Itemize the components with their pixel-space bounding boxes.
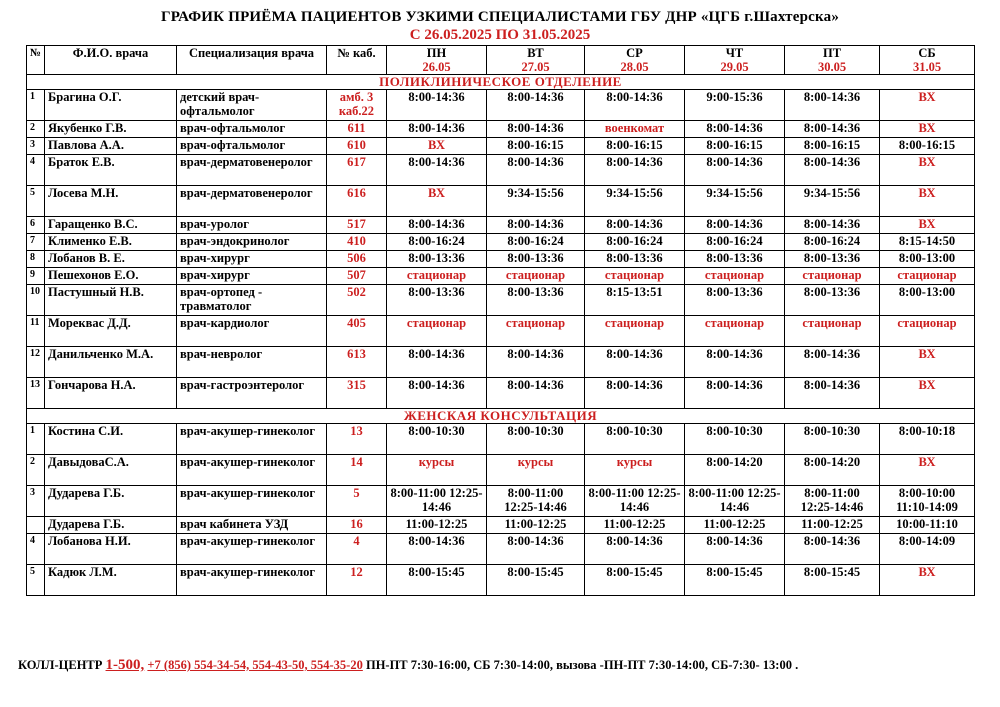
schedule-cell-sat: ВХ (880, 347, 975, 378)
doctor-name: Гаращенко В.С. (45, 217, 177, 234)
doctor-name: Лобанов В. Е. (45, 251, 177, 268)
row-number: 4 (27, 534, 45, 565)
schedule-cell-fri: 8:00-11:00 12:25-14:46 (785, 486, 880, 517)
schedule-cell-fri: 8:00-16:24 (785, 234, 880, 251)
schedule-body (27, 75, 975, 596)
doctor-name: Пастушный Н.В. (45, 285, 177, 316)
day-date: 26.05 (422, 60, 451, 74)
schedule-cell-sat: 8:15-14:50 (880, 234, 975, 251)
row-number: 6 (27, 217, 45, 234)
doctor-specialization: врач-дерматовенеролог (177, 155, 327, 186)
schedule-cell-mon: 8:00-14:36 (387, 347, 487, 378)
doctor-specialization: врач-хирург (177, 268, 327, 285)
row-number: 7 (27, 234, 45, 251)
row-number: 1 (27, 424, 45, 455)
doctor-specialization: врач-гастроэнтеролог (177, 378, 327, 409)
schedule-cell-fri: 11:00-12:25 (785, 517, 880, 534)
table-row (27, 138, 975, 155)
schedule-cell-tue: 8:00-14:36 (487, 217, 585, 234)
schedule-cell-sat: ВХ (880, 217, 975, 234)
cabinet-number: 506 (327, 251, 387, 268)
table-row (27, 121, 975, 138)
cabinet-number: 14 (327, 455, 387, 486)
table-row (27, 486, 975, 517)
schedule-cell-sat: 8:00-13:00 (880, 285, 975, 316)
header-day-mon (387, 46, 487, 75)
row-number: 4 (27, 155, 45, 186)
schedule-cell-thu: стационар (685, 268, 785, 285)
schedule-cell-fri: стационар (785, 268, 880, 285)
day-date: 27.05 (521, 60, 550, 74)
row-number: 11 (27, 316, 45, 347)
schedule-cell-thu: 8:00-10:30 (685, 424, 785, 455)
schedule-cell-sat: ВХ (880, 565, 975, 596)
header-day-sat (880, 46, 975, 75)
schedule-cell-fri: 8:00-14:36 (785, 90, 880, 121)
cabinet-number: 5 (327, 486, 387, 517)
doctor-specialization: детский врач-офтальмолог (177, 90, 327, 121)
doctor-name: ДавыдоваС.А. (45, 455, 177, 486)
header-day-fri (785, 46, 880, 75)
schedule-cell-wed: 8:15-13:51 (585, 285, 685, 316)
table-row (27, 347, 975, 378)
schedule-cell-thu: 8:00-13:36 (685, 285, 785, 316)
schedule-cell-wed: стационар (585, 316, 685, 347)
schedule-cell-wed: 8:00-14:36 (585, 378, 685, 409)
cabinet-number: 517 (327, 217, 387, 234)
schedule-cell-tue: 9:34-15:56 (487, 186, 585, 217)
schedule-cell-thu: 8:00-11:00 12:25-14:46 (685, 486, 785, 517)
schedule-cell-tue: 8:00-16:24 (487, 234, 585, 251)
schedule-cell-fri: 8:00-10:30 (785, 424, 880, 455)
schedule-cell-thu: 8:00-16:15 (685, 138, 785, 155)
schedule-cell-sat: 8:00-14:09 (880, 534, 975, 565)
schedule-cell-thu: 8:00-14:36 (685, 217, 785, 234)
doctor-name: Брагина О.Г. (45, 90, 177, 121)
cabinet-number: 611 (327, 121, 387, 138)
day-date: 31.05 (912, 60, 942, 74)
schedule-cell-sat: 8:00-10:18 (880, 424, 975, 455)
schedule-cell-thu: 8:00-14:36 (685, 347, 785, 378)
doctor-name: Костина С.И. (45, 424, 177, 455)
schedule-cell-tue: 8:00-14:36 (487, 534, 585, 565)
cabinet-number: 410 (327, 234, 387, 251)
schedule-cell-thu: 8:00-14:36 (685, 121, 785, 138)
schedule-cell-wed: 8:00-14:36 (585, 217, 685, 234)
doctor-name: Павлова А.А. (45, 138, 177, 155)
doctor-name: Лобанова Н.И. (45, 534, 177, 565)
schedule-cell-sat: ВХ (880, 186, 975, 217)
table-row (27, 268, 975, 285)
schedule-cell-fri: 8:00-14:36 (785, 347, 880, 378)
schedule-cell-wed: курсы (585, 455, 685, 486)
schedule-cell-fri: 8:00-14:36 (785, 217, 880, 234)
date-range-subtitle: С 26.05.2025 ПО 31.05.2025 (409, 27, 591, 43)
schedule-cell-mon: 8:00-14:36 (387, 155, 487, 186)
row-number: 9 (27, 268, 45, 285)
header-day-wed (585, 46, 685, 75)
day-label: СР (626, 46, 643, 60)
doctor-specialization: врач-хирург (177, 251, 327, 268)
schedule-cell-sat: ВХ (880, 121, 975, 138)
schedule-cell-sat: ВХ (880, 155, 975, 186)
cabinet-number: 405 (327, 316, 387, 347)
call-center-footer (18, 657, 993, 674)
schedule-cell-thu: 8:00-15:45 (685, 565, 785, 596)
schedule-cell-wed: 8:00-15:45 (585, 565, 685, 596)
schedule-cell-mon: стационар (387, 268, 487, 285)
schedule-cell-mon: ВХ (387, 138, 487, 155)
doctor-name: Дударева Г.Б. (45, 486, 177, 517)
row-number (27, 517, 45, 534)
doctor-name: Браток Е.В. (45, 155, 177, 186)
table-row (27, 285, 975, 316)
schedule-cell-wed: 8:00-14:36 (585, 155, 685, 186)
schedule-cell-fri: 8:00-14:20 (785, 455, 880, 486)
schedule-cell-thu: 8:00-14:36 (685, 155, 785, 186)
doctor-name: Дударева Г.Б. (45, 517, 177, 534)
schedule-cell-tue: 8:00-14:36 (487, 90, 585, 121)
footer-phones[interactable]: +7 (856) 554-34-54, 554-43-50, 554-35-20 (147, 658, 363, 672)
table-row (27, 186, 975, 217)
schedule-cell-tue: курсы (487, 455, 585, 486)
cabinet-number: 613 (327, 347, 387, 378)
schedule-cell-mon: 8:00-13:36 (387, 251, 487, 268)
schedule-cell-fri: 8:00-13:36 (785, 251, 880, 268)
schedule-cell-sat: ВХ (880, 90, 975, 121)
footer-short-number[interactable]: 1-500, (105, 657, 145, 673)
header-spec: Специализация врача (177, 46, 327, 75)
cabinet-number: 616 (327, 186, 387, 217)
schedule-cell-wed: 9:34-15:56 (585, 186, 685, 217)
doctor-specialization: врач-акушер-гинеколог (177, 534, 327, 565)
table-row (27, 565, 975, 596)
header-num: № (27, 46, 45, 75)
schedule-cell-fri: 8:00-15:45 (785, 565, 880, 596)
row-number: 5 (27, 186, 45, 217)
schedule-cell-fri: 8:00-14:36 (785, 378, 880, 409)
footer-hours: ПН-ПТ 7:30-16:00, СБ 7:30-14:00, вызова -ПН-ПТ 7:30-14:00, СБ-7:30- 13:00 . (365, 658, 799, 672)
schedule-cell-tue: стационар (487, 316, 585, 347)
schedule-cell-sat: ВХ (880, 378, 975, 409)
schedule-cell-fri: 8:00-14:36 (785, 155, 880, 186)
doctor-specialization: врач-уролог (177, 217, 327, 234)
cabinet-number: амб. 3 каб.22 (327, 90, 387, 121)
doctor-name: Кадюк Л.М. (45, 565, 177, 596)
day-date: 30.05 (817, 60, 847, 74)
schedule-cell-wed: 8:00-16:24 (585, 234, 685, 251)
schedule-cell-tue: 8:00-14:36 (487, 347, 585, 378)
schedule-cell-mon: 8:00-14:36 (387, 217, 487, 234)
schedule-cell-thu: 11:00-12:25 (685, 517, 785, 534)
section-row (27, 409, 975, 424)
doctor-specialization: врач кабинета УЗД (177, 517, 327, 534)
section-row (27, 75, 975, 90)
header-day-tue (487, 46, 585, 75)
doctor-specialization: врач-акушер-гинеколог (177, 455, 327, 486)
schedule-cell-wed: стационар (585, 268, 685, 285)
row-number: 1 (27, 90, 45, 121)
doctor-specialization: врач-акушер-гинеколог (177, 424, 327, 455)
schedule-cell-fri: 8:00-16:15 (785, 138, 880, 155)
section-title: ПОЛИКЛИНИЧЕСКОЕ ОТДЕЛЕНИЕ (27, 75, 975, 90)
schedule-cell-wed: 8:00-16:15 (585, 138, 685, 155)
table-row (27, 534, 975, 565)
table-row (27, 155, 975, 186)
row-number: 12 (27, 347, 45, 378)
table-row (27, 234, 975, 251)
schedule-cell-wed: 8:00-14:36 (585, 347, 685, 378)
schedule-cell-tue: 8:00-14:36 (487, 121, 585, 138)
schedule-cell-thu: 8:00-14:36 (685, 378, 785, 409)
day-label: ПН (426, 46, 447, 60)
row-number: 5 (27, 565, 45, 596)
schedule-cell-wed: военкомат (585, 121, 685, 138)
doctor-specialization: врач-ортопед - травматолог (177, 285, 327, 316)
schedule-cell-thu: 9:34-15:56 (685, 186, 785, 217)
doctor-specialization: врач-кардиолог (177, 316, 327, 347)
schedule-cell-wed: 8:00-11:00 12:25-14:46 (585, 486, 685, 517)
schedule-cell-thu: 9:00-15:36 (685, 90, 785, 121)
table-row (27, 455, 975, 486)
schedule-table (26, 45, 975, 596)
cabinet-number: 315 (327, 378, 387, 409)
schedule-cell-mon: ВХ (387, 186, 487, 217)
doctor-name: Лосева М.Н. (45, 186, 177, 217)
day-label: ПТ (822, 46, 842, 60)
doctor-name: Гончарова Н.А. (45, 378, 177, 409)
schedule-cell-wed: 8:00-10:30 (585, 424, 685, 455)
table-row (27, 378, 975, 409)
row-number: 2 (27, 455, 45, 486)
doctor-specialization: врач-офтальмолог (177, 121, 327, 138)
cabinet-number: 13 (327, 424, 387, 455)
schedule-cell-tue: 8:00-13:36 (487, 285, 585, 316)
doctor-name: Якубенко Г.В. (45, 121, 177, 138)
schedule-cell-mon: 8:00-10:30 (387, 424, 487, 455)
cabinet-number: 502 (327, 285, 387, 316)
schedule-cell-wed: 8:00-14:36 (585, 534, 685, 565)
schedule-cell-sat: стационар (880, 316, 975, 347)
schedule-cell-fri: 8:00-14:36 (785, 534, 880, 565)
schedule-cell-fri: стационар (785, 316, 880, 347)
schedule-cell-sat: 8:00-10:00 11:10-14:09 (880, 486, 975, 517)
schedule-cell-thu: стационар (685, 316, 785, 347)
schedule-cell-mon: 8:00-14:36 (387, 90, 487, 121)
schedule-cell-mon: 8:00-11:00 12:25-14:46 (387, 486, 487, 517)
schedule-cell-tue: стационар (487, 268, 585, 285)
day-date: 29.05 (720, 60, 749, 74)
schedule-cell-fri: 9:34-15:56 (785, 186, 880, 217)
schedule-cell-mon: курсы (387, 455, 487, 486)
schedule-cell-mon: 8:00-13:36 (387, 285, 487, 316)
doctor-specialization: врач-акушер-гинеколог (177, 486, 327, 517)
schedule-cell-sat: ВХ (880, 455, 975, 486)
doctor-specialization: врач-офтальмолог (177, 138, 327, 155)
doctor-name: Клименко Е.В. (45, 234, 177, 251)
schedule-cell-fri: 8:00-13:36 (785, 285, 880, 316)
cabinet-number: 617 (327, 155, 387, 186)
table-row (27, 517, 975, 534)
schedule-cell-mon: 11:00-12:25 (387, 517, 487, 534)
schedule-cell-thu: 8:00-14:20 (685, 455, 785, 486)
day-label: ВТ (527, 46, 544, 60)
schedule-cell-fri: 8:00-14:36 (785, 121, 880, 138)
page-title: ГРАФИК ПРИЁМА ПАЦИЕНТОВ УЗКИМИ СПЕЦИАЛИСТАМИ ГБУ ДНР «ЦГБ г.Шахтерска» (160, 9, 840, 25)
cabinet-number: 16 (327, 517, 387, 534)
schedule-cell-sat: 10:00-11:10 (880, 517, 975, 534)
row-number: 3 (27, 138, 45, 155)
header-room: № каб. (327, 46, 387, 75)
table-row (27, 251, 975, 268)
schedule-cell-sat: 8:00-16:15 (880, 138, 975, 155)
doctor-name: Данильченко М.А. (45, 347, 177, 378)
day-label: СБ (918, 46, 936, 60)
schedule-cell-tue: 8:00-14:36 (487, 378, 585, 409)
schedule-cell-wed: 11:00-12:25 (585, 517, 685, 534)
schedule-cell-tue: 8:00-14:36 (487, 155, 585, 186)
doctor-name: Мореквас Д.Д. (45, 316, 177, 347)
schedule-cell-mon: 8:00-14:36 (387, 121, 487, 138)
doctor-specialization: врач-эндокринолог (177, 234, 327, 251)
schedule-cell-sat: стационар (880, 268, 975, 285)
doctor-specialization: врач-акушер-гинеколог (177, 565, 327, 596)
doctor-specialization: врач-невролог (177, 347, 327, 378)
row-number: 2 (27, 121, 45, 138)
schedule-cell-sat: 8:00-13:00 (880, 251, 975, 268)
row-number: 10 (27, 285, 45, 316)
doctor-name: Пешехонов Е.О. (45, 268, 177, 285)
doctor-specialization: врач-дерматовенеролог (177, 186, 327, 217)
schedule-cell-tue: 8:00-15:45 (487, 565, 585, 596)
table-row (27, 316, 975, 347)
day-date: 28.05 (620, 60, 649, 74)
schedule-cell-tue: 8:00-10:30 (487, 424, 585, 455)
schedule-cell-mon: стационар (387, 316, 487, 347)
schedule-cell-tue: 11:00-12:25 (487, 517, 585, 534)
table-row (27, 424, 975, 455)
schedule-cell-mon: 8:00-16:24 (387, 234, 487, 251)
table-row (27, 90, 975, 121)
schedule-cell-thu: 8:00-14:36 (685, 534, 785, 565)
schedule-cell-tue: 8:00-13:36 (487, 251, 585, 268)
section-title: ЖЕНСКАЯ КОНСУЛЬТАЦИЯ (27, 409, 975, 424)
header-day-thu (685, 46, 785, 75)
footer-label: КОЛЛ-ЦЕНТР (18, 658, 103, 672)
schedule-cell-mon: 8:00-14:36 (387, 534, 487, 565)
header-name: Ф.И.О. врача (45, 46, 177, 75)
day-label: ЧТ (725, 46, 744, 60)
cabinet-number: 4 (327, 534, 387, 565)
schedule-cell-tue: 8:00-11:00 12:25-14:46 (487, 486, 585, 517)
schedule-cell-wed: 8:00-14:36 (585, 90, 685, 121)
cabinet-number: 507 (327, 268, 387, 285)
header-row (27, 46, 975, 75)
row-number: 13 (27, 378, 45, 409)
cabinet-number: 12 (327, 565, 387, 596)
schedule-cell-mon: 8:00-14:36 (387, 378, 487, 409)
row-number: 3 (27, 486, 45, 517)
schedule-cell-thu: 8:00-13:36 (685, 251, 785, 268)
schedule-cell-thu: 8:00-16:24 (685, 234, 785, 251)
cabinet-number: 610 (327, 138, 387, 155)
schedule-cell-wed: 8:00-13:36 (585, 251, 685, 268)
schedule-cell-tue: 8:00-16:15 (487, 138, 585, 155)
row-number: 8 (27, 251, 45, 268)
table-row (27, 217, 975, 234)
schedule-cell-mon: 8:00-15:45 (387, 565, 487, 596)
